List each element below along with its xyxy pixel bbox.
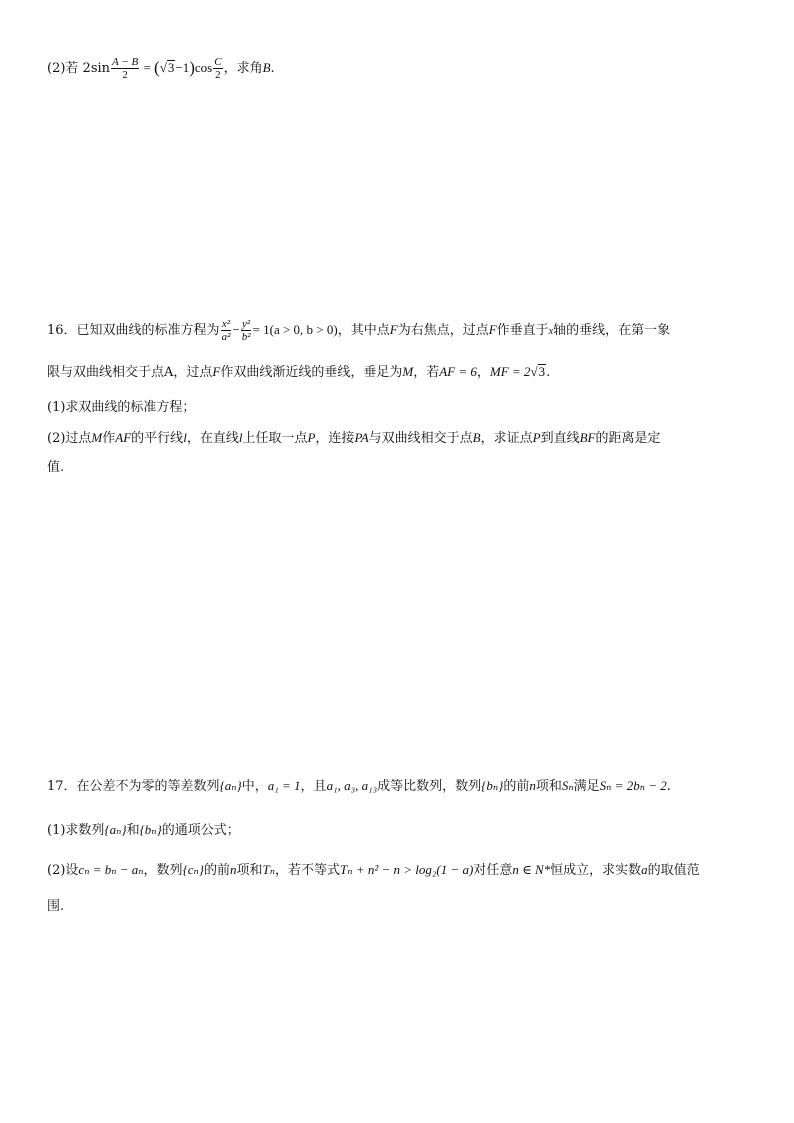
condition: = 1(a > 0, b > 0) [252,322,338,337]
fraction-y2-over-b2: $\frac{\text{y²}}{\text{b²}}$ [241,318,251,343]
sqrt-3: √3 [159,60,175,75]
q16-part1: (1)求双曲线的标准方程； [47,400,196,415]
q15-part2-line: (2)若 2sin $\frac{A - B}{2}$ = (√3−1)cos $\frac{C}{2}$ ，求角B. [47,56,275,81]
fraction-a-minus-b-over-2: $\frac{A - B}{2}$ [112,56,139,81]
q17-part2-line1: (2)设cₙ = bₙ − aₙ，数列{cₙ}的前n项和Tₙ，若不等式Tₙ + n² − n > log₂(1 − a)对任意n ∈ N*恒成立，求实数a的取值范 [47,862,700,878]
q16-line2: 限与双曲线相交于点A，过点F作双曲线渐近线的垂线，垂足为M，若AF = 6，MF = 2√3. [47,364,551,380]
q16-line1: 16．已知双曲线的标准方程为 $\frac{\text{x²}}{\text{a²}}$ − $\frac{\text{y²}}{\text{b²}}$ = 1(a > 0, b > 0)，其中点F为右焦点，过点F作垂直于x轴的垂线，在第一象 [47,318,671,343]
q17-line1: 17．在公差不为零的等差数列{aₙ}中，a₁ = 1，且a₁, a₃, a₁₃成等比数列，数列{bₙ}的前n项和Sₙ满足Sₙ = 2bₙ − 2. [47,778,671,794]
question-number: 16． [47,323,77,338]
fraction-c-over-2: $\frac{C}{2}$ [214,56,222,81]
fraction-x2-over-a2: $\frac{\text{x²}}{\text{a²}}$ [221,318,231,343]
q16-part2-line2: 值. [47,460,65,475]
close-paren: ) [189,58,195,77]
open-paren: ( [154,58,160,77]
equals: = [140,60,155,75]
q16-part2-line1: (2)过点M作AF的平行线l，在直线l上任取一点P，连接PA与双曲线相交于点B，求证点P到直线BF的距离是定 [47,430,661,446]
sqrt-3: √3 [530,364,546,379]
q17-part1: (1)求数列{aₙ}和{bₙ}的通项公式； [47,822,240,838]
q17-part2-line2: 围. [47,899,65,914]
text: 若 2sin [65,61,111,76]
question-number: 17． [47,779,77,794]
part-label: (2) [47,61,66,76]
